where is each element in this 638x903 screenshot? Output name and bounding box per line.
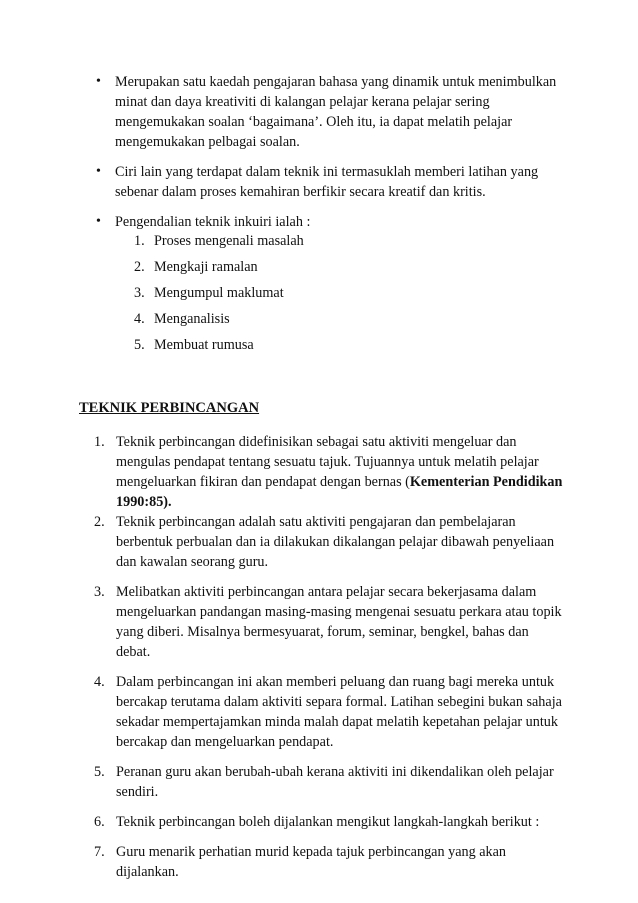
bullet-item [85, 162, 565, 202]
intro-bullet-list [85, 72, 565, 242]
section-heading: TEKNIK PERBINCANGAN [79, 400, 260, 416]
list-text: Mengkaji ramalan [154, 259, 258, 275]
list-number: 5. [94, 764, 105, 780]
list-text: Guru menarik perhatian murid kepada tajuk perbincangan yang akan dijalankan. [116, 844, 507, 880]
bullet-item [85, 72, 565, 152]
list-item [94, 762, 564, 802]
list-text: Teknik perbincangan boleh dijalankan mengikut langkah-langkah berikut : [116, 814, 540, 830]
bullet-icon: • [96, 74, 101, 89]
inquiry-steps-list [134, 228, 434, 358]
list-item [94, 842, 564, 882]
bullet-text: Merupakan satu kaedah pengajaran bahasa yang dinamik untuk menimbulkan minat dan daya kreativiti di kalangan pelajar kerana pelajar sering mengemukakan soalan ‘bagaimana’. Oleh itu, ia dapat melatih pelajar mengemukakan pelbagai soalan. [115, 74, 557, 150]
list-item [94, 582, 564, 662]
list-item [94, 512, 564, 572]
list-text: Menganalisis [154, 311, 230, 327]
bullet-icon: • [96, 214, 101, 229]
list-item [134, 332, 434, 358]
list-text: Membuat rumusa [154, 337, 254, 353]
list-item [134, 228, 434, 254]
list-number: 1. [94, 434, 105, 450]
list-item [134, 280, 434, 306]
list-number: 4. [94, 674, 105, 690]
discussion-numbered-list [94, 432, 564, 882]
list-text: Proses mengenali masalah [154, 233, 304, 249]
list-number: 3. [134, 285, 145, 301]
list-text: Mengumpul maklumat [154, 285, 284, 301]
list-text: Melibatkan aktiviti perbincangan antara pelajar secara bekerjasama dalam mengeluarkan pandangan masing-masing mengenai sesuatu perkara atau topik yang diberi. Misalnya bermesyuarat, forum, seminar, bengkel, bahas dan debat. [116, 584, 562, 660]
list-number: 3. [94, 584, 105, 600]
list-text: Peranan guru akan berubah-ubah kerana aktiviti ini dikendalikan oleh pelajar sendiri. [116, 764, 554, 800]
list-text: Teknik perbincangan adalah satu aktiviti pengajaran dan pembelajaran berbentuk perbualan dan ia dilakukan dikalangan pelajar dibawah penyeliaan dan kawalan seorang guru. [116, 514, 555, 570]
list-item [94, 432, 564, 512]
list-number: 7. [94, 844, 105, 860]
bullet-text: Pengendalian teknik inkuiri ialah : [115, 214, 311, 230]
bullet-icon: • [96, 164, 101, 179]
list-item [94, 812, 564, 832]
bullet-text: Ciri lain yang terdapat dalam teknik ini termasuklah memberi latihan yang sebenar dalam proses kemahiran berfikir secara kreatif dan kritis. [115, 164, 539, 200]
citation-bold: Kementerian Pendidikan 1990:85). [116, 474, 563, 510]
list-number: 6. [94, 814, 105, 830]
list-number: 4. [134, 311, 145, 327]
list-item [134, 254, 434, 280]
list-text: Dalam perbincangan ini akan memberi peluang dan ruang bagi mereka untuk bercakap terutama dalam aktiviti separa formal. Latihan sebegini bukan sahaja sekadar mempertajamkan minda malah dapat melatih kepetahan pelajar untuk bercakap dan mengeluarkan pendapat. [116, 674, 562, 750]
list-number: 2. [134, 259, 145, 275]
list-number: 5. [134, 337, 145, 353]
list-number: 2. [94, 514, 105, 530]
list-text: Teknik perbincangan didefinisikan sebagai satu aktiviti mengeluar dan mengulas pendapat tentang sesuatu tajuk. Tujuannya untuk melatih pelajar mengeluarkan fikiran dan pendapat dengan bernas ( [116, 434, 539, 490]
list-number: 1. [134, 233, 145, 249]
list-item [94, 672, 564, 752]
list-item [134, 306, 434, 332]
